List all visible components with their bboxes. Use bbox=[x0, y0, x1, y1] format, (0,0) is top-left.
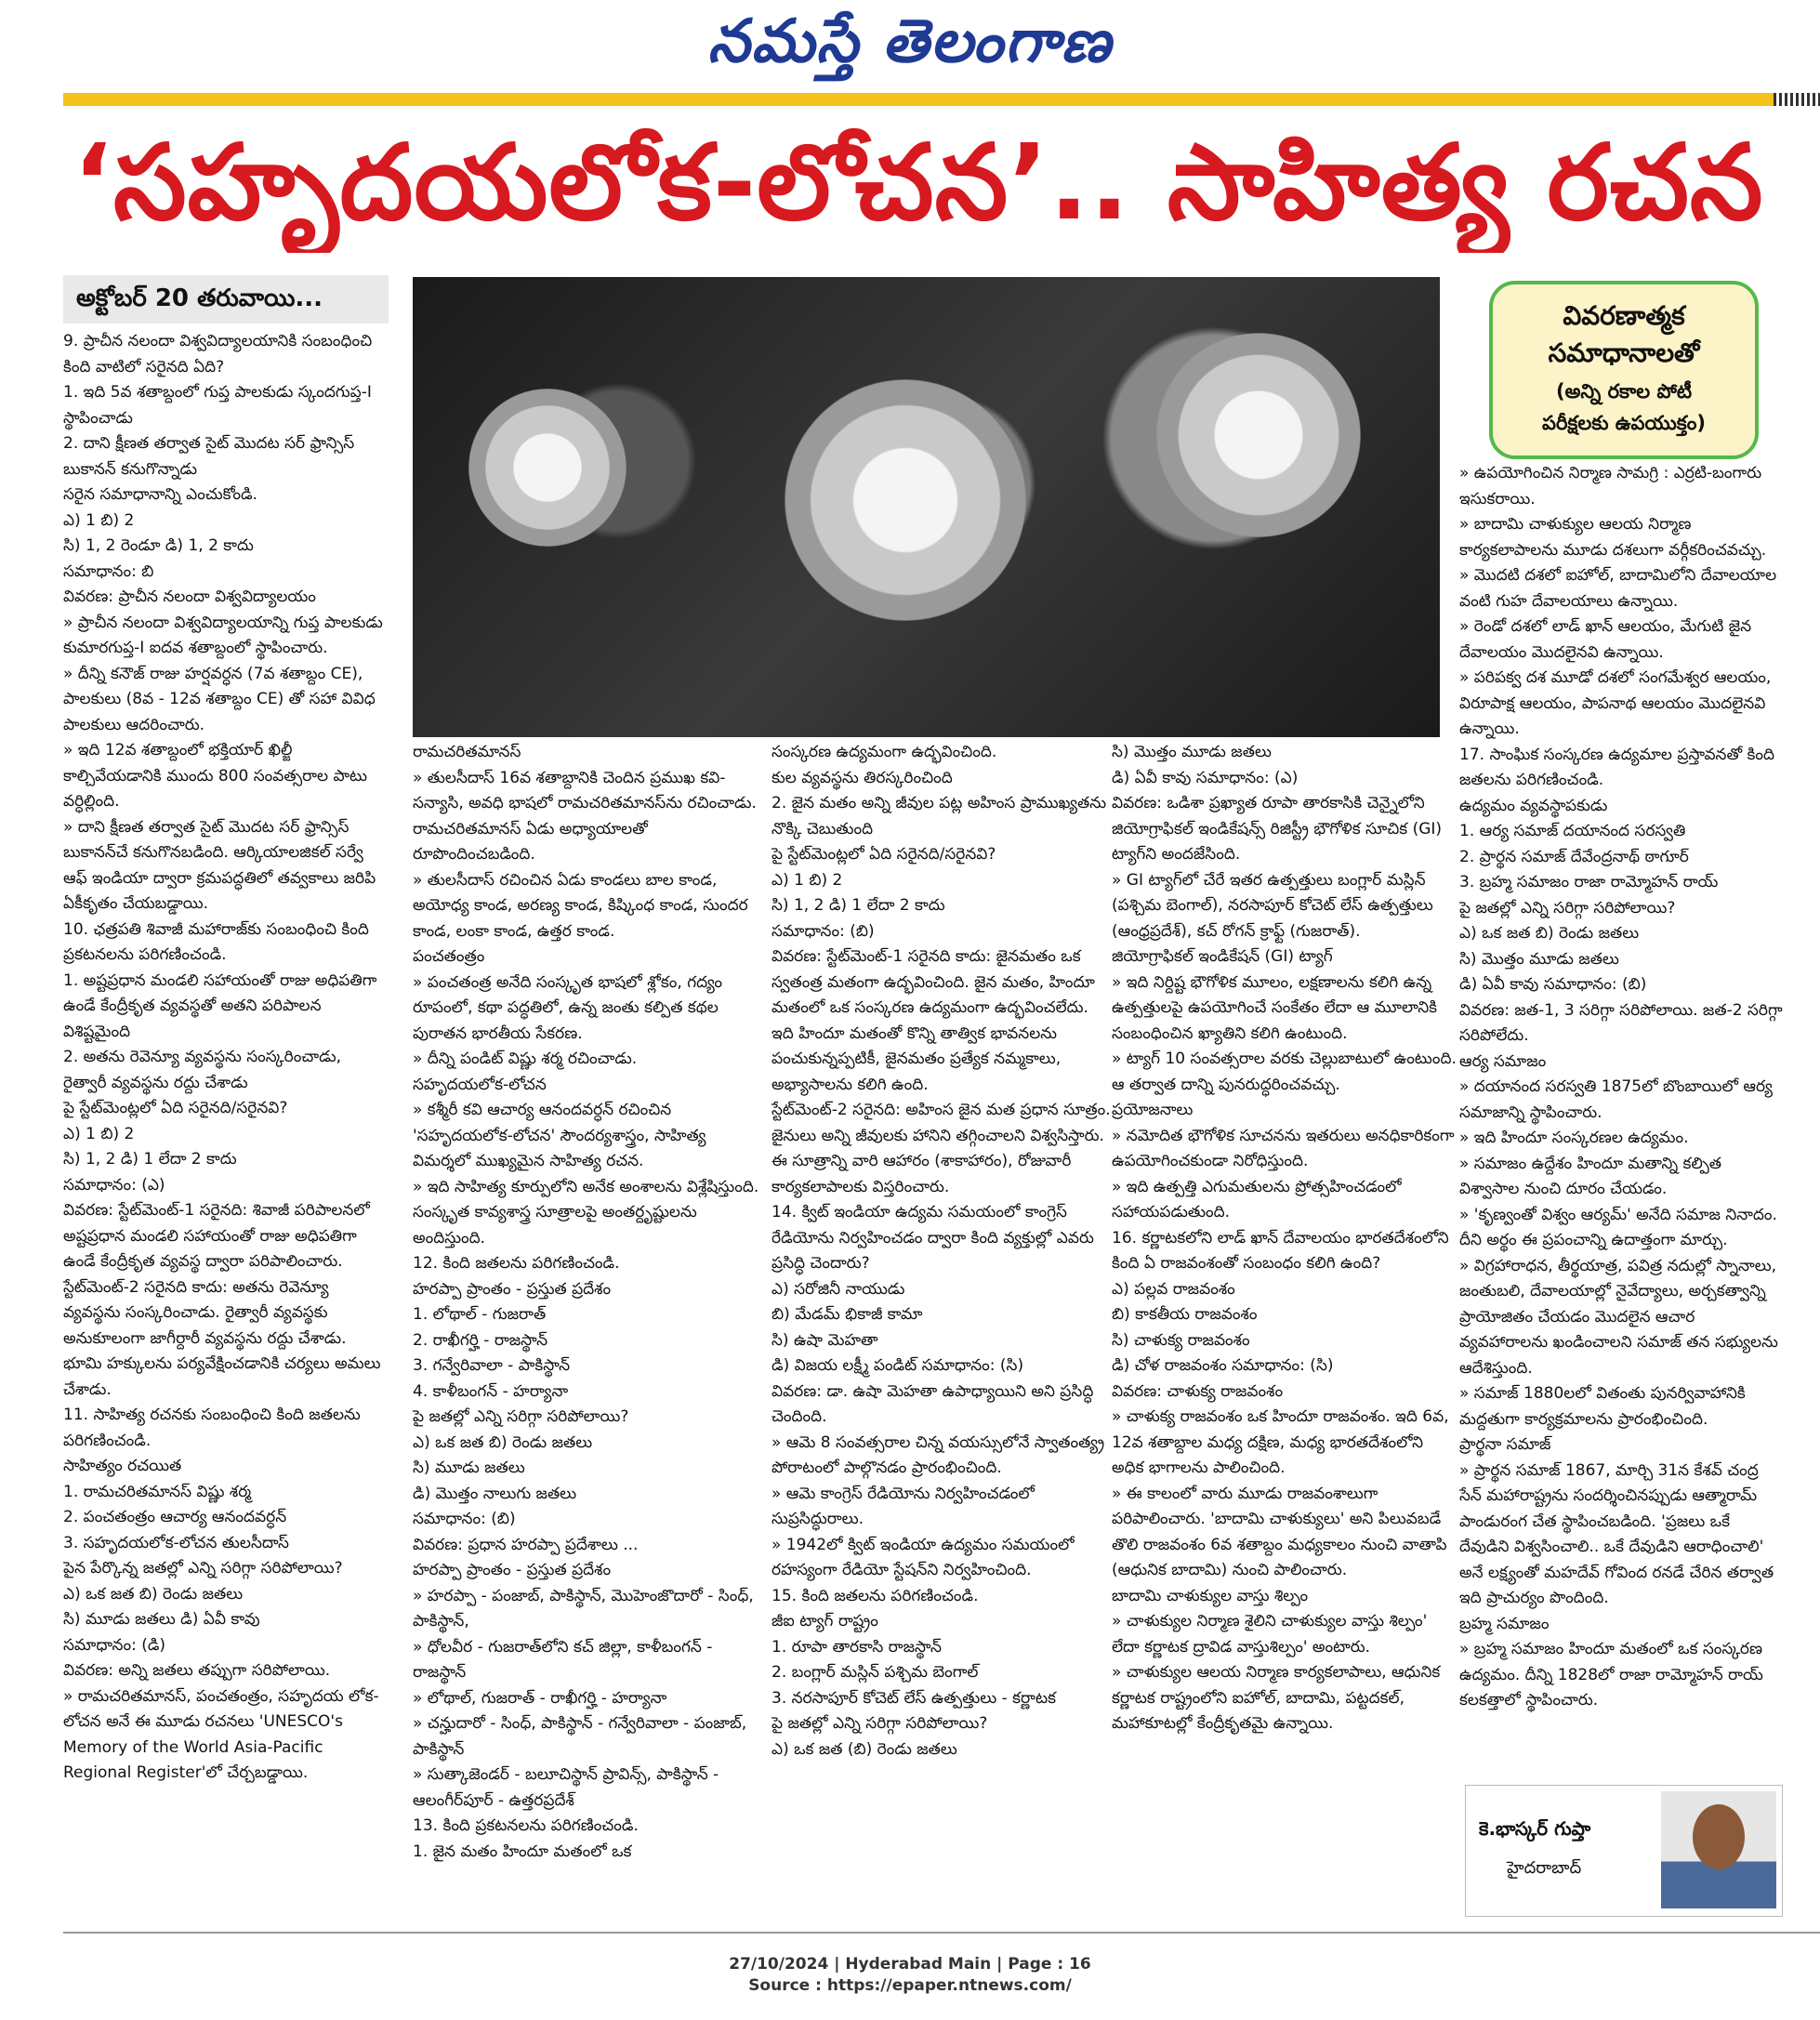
article-paragraph: పైన పేర్కొన్న జతల్లో ఎన్ని సరిగ్గా సరిపోలాయి? bbox=[63, 1559, 343, 1578]
article-paragraph: ఎ) ఒక జత బి) రెండు జతలు bbox=[1459, 924, 1640, 943]
article-paragraph: » 1942లో క్విట్ ఇండియా ఉద్యమం సమయంలో రహస్యంగా రేడియో స్టేషన్‌ని నిర్వహించింది. bbox=[772, 1535, 1075, 1579]
article-paragraph: » కశ్మీరీ కవి ఆచార్య ఆనందవర్ధన్ రచించిన 'సహృదయలోక-లోచన' సౌందర్యశాస్త్రం, సాహిత్య విమర్శలో ముఖ్యమైన సాహిత్య రచన. bbox=[413, 1101, 706, 1170]
footer-date-edition: 27/10/2024 | Hyderabad Main | Page : 16 bbox=[729, 1955, 1091, 1974]
article-paragraph: ఎ) సరోజినీ నాయుడు bbox=[772, 1279, 905, 1299]
article-paragraph: 2. పంచతంత్రం ఆచార్య ఆనందవర్ధన్ bbox=[63, 1508, 287, 1526]
top-color-bar bbox=[63, 93, 1820, 106]
article-paragraph: » చన్హుదారో - సింధ్, పాకిస్థాన్ - గన్వేరివాలా - పంజాబ్, పాకిస్థాన్ bbox=[413, 1714, 747, 1759]
article-paragraph: » లోథాల్, గుజరాత్ - రాఖీగర్హి - హర్యానా bbox=[413, 1688, 667, 1708]
article-paragraph: సి) మూడు జతలు bbox=[413, 1459, 525, 1477]
article-paragraph: ఎ) 1 బి) 2 bbox=[772, 870, 843, 890]
article-paragraph: » విగ్రహారాధన, తీర్థయాత్ర, పవిత్ర నదుల్లో స్నానాలు, జంతుబలి, దేవాలయాల్లో నైవేద్యాలు, అర్చకత్వాన్ని ప్రాయోజితం చేయడం మొదలైన ఆచార వ్యవహారాలను ఖండించాలని సమాజ్ తన సభ్యులను ఆదేశిస్తుంది. bbox=[1459, 1256, 1778, 1378]
article-paragraph: 10. ఛత్రపతి శివాజీ మహారాజ్‌కు సంబంధించి కింది ప్రకటనలను పరిగణించండి. bbox=[63, 919, 369, 964]
article-paragraph: » చాళుక్యుల నిర్మాణ శైలిని చాళుక్యుల వాస్తు శిల్పం' లేదా కర్ణాటక ద్రావిడ వాస్తుశిల్పం' అంటారు. bbox=[1112, 1612, 1428, 1657]
article-paragraph: » ఇది 12వ శతాబ్దంలో భక్తియార్ ఖిల్జీ కాల్చివేయడానికి ముందు 800 సంవత్సరాల పాటు వర్ధిల్లింది. bbox=[63, 741, 368, 811]
article-paragraph: 1. ఆర్య సమాజ్ దయానంద సరస్వతి bbox=[1459, 822, 1686, 840]
article-paragraph: 2. అతను రెవెన్యూ వ్యవస్థను సంస్కరించాడు, రైత్వారీ వ్యవస్థను రద్దు చేశాడు bbox=[63, 1048, 342, 1092]
article-paragraph: ఎ) ఒక జత బి) రెండు జతలు bbox=[413, 1432, 593, 1452]
article-paragraph: కుల వ్యవస్థను తిరస్కరించింది bbox=[772, 768, 953, 787]
article-paragraph: వివరణ: స్టేట్‌మెంట్-1 సరైనది: శివాజీ పరిపాలనలో అష్టప్రధాన మండలి సహాయంతో రాజు అధిపతిగా ఉండే కేంద్రీకృత వ్యవస్థ ద్వారా పరిపాలించారు. bbox=[63, 1201, 370, 1271]
article-paragraph: 17. సాంఘిక సంస్కరణ ఉద్యమాల ప్రస్తావనతో కింది జతలను పరిగణించండి. bbox=[1459, 745, 1774, 789]
article-paragraph: » తులసీదాస్ రచించిన ఏడు కాండలు బాల కాండ, అయోధ్య కాండ, అరణ్య కాండ, కిష్కింధ కాండ, సుందర కాండ, లంకా కాండ, ఉత్తర కాండ. bbox=[413, 870, 748, 941]
article-paragraph: సమాధానం: (డి) bbox=[63, 1635, 166, 1655]
article-paragraph: » చాళుక్య రాజవంశం ఒక హిందూ రాజవంశం. ఇది 6వ, 12వ శతాబ్దాల మధ్య దక్షిణ, మధ్య భారతదేశంలోని అధిక భాగాలను పాలించింది. bbox=[1112, 1407, 1449, 1477]
article-paragraph: » సమాజం ఉద్దేశం హిందూ మతాన్ని కల్పిత విశ్వాసాల నుంచి దూరం చేయడం. bbox=[1459, 1154, 1721, 1198]
article-paragraph: డి) ఏవీ కావు సమాధానం: (ఎ) bbox=[1112, 768, 1299, 787]
article-paragraph: 3. గన్వేరివాలా - పాకిస్థాన్ bbox=[413, 1356, 571, 1375]
article-paragraph: » 'కృణ్వంతో విశ్వం ఆర్యమ్' అనేది సమాజ నినాదం. దీని అర్థం ఈ ప్రపంచాన్ని ఉదాత్తంగా మార్చు. bbox=[1459, 1205, 1777, 1249]
info-box bbox=[1489, 281, 1759, 459]
article-paragraph: బి) కాకతీయ రాజవంశం bbox=[1112, 1305, 1258, 1324]
page-headline: ‘సహృదయలోక-లోచన’.. సాహిత్య రచన bbox=[73, 123, 1764, 244]
article-paragraph: » ఉపయోగించిన నిర్మాణ సామగ్రి : ఎర్రటి-బంగారు ఇసుకరాయి. bbox=[1459, 464, 1762, 508]
article-paragraph: బాదామి చాళుక్యుల వాస్తు శిల్పం bbox=[1112, 1586, 1309, 1605]
article-paragraph: » GI ట్యాగ్‌లో చేరే ఇతర ఉత్పత్తులు బంగ్లార్ మస్లిన్ (పశ్చిమ బెంగాల్), నరసాపూర్ కోచెట్ లేస్ ఉత్పత్తులు (ఆంధ్రప్రదేశ్), కచ్ రోగన్ క్రాఫ్ట్ (గుజరాత్). bbox=[1112, 870, 1433, 941]
column-3 bbox=[772, 740, 1115, 1893]
info-box-line1: వివరణాత్మక bbox=[1563, 300, 1685, 331]
article-paragraph: సమాధానం: (ఎ) bbox=[63, 1175, 165, 1195]
article-paragraph: స్టేట్‌మెంట్-2 సరైనది: అహింస జైన మత ప్రధాన సూత్రం. జైనులు అన్ని జీవులకు హానిని తగ్గించాలని విశ్వసిస్తారు. ఈ సూత్రాన్ని వారి ఆహారం (శాకాహారం), రోజువారీ కార్యకలాపాలకు విస్తరించారు. bbox=[772, 1101, 1111, 1196]
article-paragraph: » బ్రహ్మ సమాజం హిందూ మతంలో ఒక సంస్కరణ ఉద్యమం. దీన్ని 1828లో రాజా రామ్మోహన్ రాయ్ కలకత్తాలో స్థాపించారు. bbox=[1459, 1640, 1763, 1710]
pendant-right bbox=[1156, 333, 1361, 537]
info-box-line2: సమాధానాలతో bbox=[1548, 337, 1700, 368]
article-paragraph: సి) మొత్తం మూడు జతలు bbox=[1112, 743, 1272, 761]
article-paragraph: » బాదామి చాళుక్యుల ఆలయ నిర్మాణ కార్యకలాపాలను మూడు దశలుగా వర్గీకరించవచ్చు. bbox=[1459, 515, 1767, 560]
article-paragraph: డి) విజయ లక్ష్మీ పండిట్ సమాధానం: (సి) bbox=[772, 1356, 1024, 1375]
article-paragraph: » రామచరితమానస్, పంచతంత్రం, సహృదయ లోక-లోచన అనే ఈ మూడు రచనలు 'UNESCO's Memory of the World Asia-Pacific Regional Register'లో చేర్చబడ్డాయి. bbox=[63, 1686, 379, 1782]
article-paragraph: » దాని క్షీణత తర్వాత సైట్ మొదట సర్ ఫ్రాన్సిస్ బుకానన్‌చే కనుగొనబడింది. ఆర్కియాలజికల్ సర్వే ఆఫ్ ఇండియా ద్వారా క్రమపద్ధతిలో తవ్వకాలు జరిపి ఏకీకృతం చేయబడ్డాయి. bbox=[63, 817, 376, 913]
article-paragraph: » ఇది హిందూ సంస్కరణల ఉద్యమం. bbox=[1459, 1129, 1689, 1147]
article-paragraph: ఎ) 1 బి) 2 bbox=[63, 1124, 135, 1143]
article-paragraph: పై స్టేట్‌మెంట్లలో ఏది సరైనది/సరైనవి? bbox=[63, 1099, 288, 1117]
top-dot-pattern bbox=[1774, 93, 1820, 106]
article-paragraph: » ప్రార్థన సమాజ్ 1867, మార్చి 31న కేశవ్ చంద్ర సేన్ మహారాష్ట్రను సందర్శించినప్పుడు ఆత్మారామ్ పాండురంగ చేత స్థాపించబడింది. 'ప్రజలు ఒకే దేవుడిని విశ్వసించాలి.. ఒకే దేవుడిని ఆరాధించాలి' అనే లక్ష్యంతో మహదేవ్ గోవింద రనడే చేరిన తర్వాత ఇది ప్రాచుర్యం పొందింది. bbox=[1459, 1460, 1774, 1607]
article-paragraph: వివరణ: డా. ఉషా మెహతా ఉపాధ్యాయిని అని ప్రసిద్ధి చెందింది. bbox=[772, 1381, 1094, 1426]
article-paragraph: డి) చోళ రాజవంశం సమాధానం: (సి) bbox=[1112, 1356, 1334, 1375]
article-paragraph: సంస్కరణ ఉద్యమంగా ఉద్భవించింది. bbox=[772, 743, 997, 761]
article-paragraph: 3. నరసాపూర్ కోచెట్ లేస్ ఉత్పత్తులు - కర్ణాటక bbox=[772, 1688, 1056, 1708]
article-paragraph: సమాధానం: బి bbox=[63, 561, 154, 581]
article-paragraph: 11. సాహిత్య రచనకు సంబంధించి కింది జతలను పరిగణించండి. bbox=[63, 1406, 361, 1450]
article-paragraph: వివరణ: చాళుక్య రాజవంశం bbox=[1112, 1381, 1284, 1401]
article-paragraph: » ఆమె కాంగ్రెస్ రేడియోను నిర్వహించడంలో సుప్రసిద్ధురాలు. bbox=[772, 1484, 1035, 1528]
article-paragraph: బి) మేడమ్ భికాజీ కామా bbox=[772, 1305, 923, 1324]
article-paragraph: వివరణ: అన్ని జతలు తప్పుగా సరిపోలాయి. bbox=[63, 1661, 331, 1680]
column-5 bbox=[1459, 461, 1783, 1781]
article-paragraph: 1. జైన మతం హిందూ మతంలో ఒక bbox=[413, 1842, 632, 1861]
article-paragraph: సమాధానం: (బి) bbox=[772, 921, 875, 941]
article-paragraph: పై జతల్లో ఎన్ని సరిగ్గా సరిపోలాయి? bbox=[1459, 898, 1676, 918]
article-paragraph: వివరణ: ప్రాచీన నలందా విశ్వవిద్యాలయం bbox=[63, 588, 316, 606]
article-paragraph: స్టేట్‌మెంట్-2 సరైనది కాదు: అతను రెవెన్యూ వ్యవస్థను సంస్కరించాడు. రైత్వారీ వ్యవస్థకు అనుకూలంగా జాగీర్దారీ వ్యవస్థను రద్దు చేశాడు. భూమి హక్కులను పర్యవేక్షించడానికి చర్యలు అమలు చేశాడు. bbox=[63, 1277, 381, 1399]
article-paragraph: » పంచతంత్ర అనేది సంస్కృత భాషలో శ్లోకం, గద్యం రూపంలో, కథా పద్ధతిలో, ఉన్న జంతు కల్పిత కథల పురాతన భారతీయ సేకరణ. bbox=[413, 972, 723, 1043]
article-paragraph: » ప్రాచీన నలందా విశ్వవిద్యాలయాన్ని గుప్త పాలకుడు కుమారగుప్త-I ఐదవ శతాబ్దంలో స్థాపించారు. bbox=[63, 613, 383, 657]
article-paragraph: » దయానంద సరస్వతి 1875లో బొంబాయిలో ఆర్య సమాజాన్ని స్థాపించారు. bbox=[1459, 1077, 1773, 1122]
article-paragraph: 16. కర్ణాటకలోని లాడ్ ఖాన్ దేవాలయం భారతదేశంలోని కింది ఏ రాజవంశంతో సంబంధం కలిగి ఉంది? bbox=[1112, 1228, 1449, 1273]
article-paragraph: 1. ఇది 5వ శతాబ్దంలో గుప్త పాలకుడు స్కందగుప్త-I స్థాపించాడు bbox=[63, 383, 372, 428]
article-paragraph: ఎ) ఒక జత బి) రెండు జతలు bbox=[63, 1584, 244, 1604]
article-paragraph: » పరిపక్వ దశ మూడో దశలో సంగమేశ్వర ఆలయం, విరూపాక్ష ఆలయం, పాపనాథ ఆలయం మొదలైనవి ఉన్నాయి. bbox=[1459, 668, 1772, 738]
article-paragraph: జియోగ్రాఫికల్ ఇండికేషన్ (GI) ట్యాగ్ bbox=[1112, 947, 1333, 966]
article-paragraph: సి) 1, 2 డి) 1 లేదా 2 కాదు bbox=[772, 896, 945, 915]
article-paragraph: » ఆమె 8 సంవత్సరాల చిన్న వయస్సులోనే స్వాతంత్య్ర పోరాటంలో పాల్గొనడం ప్రారంభించింది. bbox=[772, 1432, 1105, 1477]
article-paragraph: 15. కింది జతలను పరిగణించండి. bbox=[772, 1586, 979, 1605]
article-paragraph: » సుత్కాజెండర్ - బలూచిస్థాన్ ప్రావిన్స్, పాకిస్థాన్ - ఆలంగీర్‌పూర్ - ఉత్తరప్రదేశ్ bbox=[413, 1765, 719, 1810]
pendant-center bbox=[785, 379, 1026, 621]
article-paragraph: 1. రామచరితమానస్ విష్ణు శర్మ bbox=[63, 1482, 252, 1501]
article-paragraph: ఆర్య సమాజం bbox=[1459, 1051, 1547, 1071]
bottom-rule bbox=[63, 1932, 1820, 1934]
article-paragraph: 2. బంగ్లార్ మస్లిన్ పశ్చిమ బెంగాల్ bbox=[772, 1663, 979, 1682]
article-paragraph: 3. సహృదయలోక-లోచన తులసీదాస్ bbox=[63, 1533, 289, 1552]
article-paragraph: పై జతల్లో ఎన్ని సరిగ్గా సరిపోలాయి? bbox=[413, 1407, 629, 1426]
earring-left bbox=[468, 389, 626, 547]
column-2-text bbox=[413, 740, 764, 1865]
author-face bbox=[1693, 1804, 1745, 1869]
article-paragraph: 1. రూపా తారకాసి రాజస్థాన్ bbox=[772, 1637, 942, 1657]
article-paragraph: 13. కింది ప్రకటనలను పరిగణించండి. bbox=[413, 1816, 639, 1835]
article-paragraph: వివరణ: స్టేట్‌మెంట్-1 సరైనది కాదు: జైనమతం ఒక స్వతంత్ర మతంగా ఉద్భవించింది. జైన మతం, హిందూ మతంలో ఒక సంస్కరణ ఉద్యమంగా ఉద్భవించలేదు. ఇది హిందూ మతంతో కొన్ని తాత్విక భావనలను పంచుకున్నప్పటికీ, జైనమతం ప్రత్యేక నమ్మకాలు, అభ్యాసాలను కలిగి ఉంది. bbox=[772, 947, 1095, 1094]
info-box-line3: (అన్ని రకాల పోటీ bbox=[1555, 380, 1693, 403]
article-paragraph: సి) ఉషా మెహతా bbox=[772, 1330, 878, 1350]
article-paragraph: సి) చాళుక్య రాజవంశం bbox=[1112, 1330, 1250, 1350]
article-paragraph: సి) మూడు జతలు డి) ఏవీ కావు bbox=[63, 1610, 260, 1629]
jewellery-photo bbox=[413, 277, 1440, 737]
article-paragraph: » చాళుక్యుల ఆలయ నిర్మాణ కార్యకలాపాలు, ఆధునిక కర్ణాటక రాష్ట్రంలోని ఐహోల్, బాదామి, పట్టదకల్, మహాకూటల్లో కేంద్రీకృతమై ఉన్నాయి. bbox=[1112, 1663, 1441, 1733]
article-paragraph: 9. ప్రాచీన నలందా విశ్వవిద్యాలయానికి సంబంధించి కింది వాటిలో సరైనది ఏది? bbox=[63, 332, 373, 376]
article-paragraph: హరప్పా ప్రాంతం - ప్రస్తుత ప్రదేశం bbox=[413, 1279, 612, 1299]
article-paragraph: సి) 1, 2 డి) 1 లేదా 2 కాదు bbox=[63, 1150, 237, 1168]
article-paragraph: » ఇది సాహిత్య కూర్పులోని అనేక అంశాలను విశ్లేషిస్తుంది. సంస్కృత కావ్యశాస్త్ర సూత్రాలపై అంతర్దృష్టులను అందిస్తుంది. bbox=[413, 1177, 759, 1248]
article-paragraph: » దీన్ని కనౌజ్ రాజు హర్షవర్ధన (7వ శతాబ్దం CE), పాలకులు (8వ - 12వ శతాబ్దం CE) తో సహా వివిధ పాలకులు ఆదరించారు. bbox=[63, 664, 376, 734]
article-paragraph: » ధోలవీర - గుజరాత్‌లోని కచ్ జిల్లా, కాళీబంగన్ - రాజస్థాన్ bbox=[413, 1637, 713, 1682]
masthead bbox=[0, 0, 1820, 93]
author-photo bbox=[1661, 1791, 1776, 1908]
article-paragraph: ఎ) పల్లవ రాజవంశం bbox=[1112, 1279, 1235, 1299]
article-paragraph: 1. అష్టప్రధాన మండలి సహాయంతో రాజు అధిపతిగా ఉండే కేంద్రీకృత వ్యవస్థతో అతని పరిపాలన విశిష్టమైంది bbox=[63, 970, 377, 1041]
column-1 bbox=[63, 275, 389, 1893]
section-tag: అక్టోబర్ 20 తరువాయి... bbox=[63, 275, 389, 323]
info-box-line4: పరీక్షలకు ఉపయుక్తం) bbox=[1542, 412, 1706, 434]
article-paragraph: సమాధానం: (బి) bbox=[413, 1510, 516, 1528]
article-paragraph: 2. రాఖీగర్హి - రాజస్థాన్ bbox=[413, 1330, 548, 1350]
author-box bbox=[1465, 1785, 1783, 1917]
article-paragraph: వివరణ: ప్రధాన హరప్పా ప్రదేశాలు ... bbox=[413, 1535, 639, 1554]
article-paragraph: 2. దాని క్షీణత తర్వాత సైట్ మొదట సర్ ఫ్రాన్సిస్ బుకానన్ కనుగొన్నాడు bbox=[63, 434, 355, 479]
article-paragraph: » హరప్పా - పంజాబ్, పాకిస్థాన్, మొహెంజొదారో - సింధ్, పాకిస్థాన్, bbox=[413, 1586, 754, 1631]
column-1-text bbox=[63, 329, 389, 1787]
article-paragraph: సి) మొత్తం మూడు జతలు bbox=[1459, 949, 1619, 969]
author-name: కె.భాస్కర్ గుప్తా bbox=[1479, 1817, 1591, 1840]
article-paragraph: » దీన్ని పండిట్ విష్ణు శర్మ రచించాడు. bbox=[413, 1050, 638, 1068]
article-paragraph: » ఈ కాలంలో వారు మూడు రాజవంశాలుగా పరిపాలించారు. 'బాదామి చాళుక్యులు' అని పిలువబడే తొలి రాజవంశం 6వ శతాబ్దం మధ్యకాలం నుంచి వాతాపి (ఆధునిక బాదామి) నుంచి పాలించారు. bbox=[1112, 1484, 1447, 1579]
article-paragraph: » నమోదిత భౌగోళిక సూచనను ఇతరులు అనధికారికంగా ఉపయోగించకుండా నిరోధిస్తుంది. bbox=[1112, 1126, 1455, 1170]
article-paragraph: సహృదయలోక-లోచన bbox=[413, 1075, 547, 1094]
article-paragraph: 14. క్విట్ ఇండియా ఉద్యమ సమయంలో కాంగ్రెస్ రేడియోను నిర్వహించడం ద్వారా కింది వ్యక్తుల్లో ఎవరు ప్రసిద్ధి చెందారు? bbox=[772, 1203, 1094, 1273]
article-paragraph: పై స్టేట్‌మెంట్లలో ఏది సరైనది/సరైనవి? bbox=[772, 845, 996, 864]
article-paragraph: » ట్యాగ్ 10 సంవత్సరాల వరకు చెల్లుబాటులో ఉంటుంది. ఆ తర్వాత దాన్ని పునరుద్ధరించవచ్చు. bbox=[1112, 1050, 1457, 1094]
column-3-text bbox=[772, 740, 1115, 1763]
newspaper-logo: నమస్తే తెలంగాణ bbox=[707, 7, 1113, 76]
article-paragraph: » ఇది నిర్దిష్ట భౌగోళిక మూలం, లక్షణాలను కలిగి ఉన్న ఉత్పత్తులపై ఉపయోగించే సంకేతం లేదా ఆ మూలానికి సంబంధించిన ఖ్యాతిని కలిగి ఉంటుంది. bbox=[1112, 972, 1438, 1043]
article-paragraph: వివరణ: జత-1, 3 సరిగ్గా సరిపోలాయి. జత-2 సరిగ్గా సరిపోలేదు. bbox=[1459, 1000, 1783, 1045]
article-paragraph: రామచరితమానస్ bbox=[413, 743, 521, 761]
article-paragraph: జీఐ ట్యాగ్ రాష్ట్రం bbox=[772, 1612, 878, 1631]
column-2 bbox=[413, 740, 764, 1893]
article-paragraph: 3. బ్రహ్మ సమాజం రాజా రామ్మోహన్ రాయ్ bbox=[1459, 873, 1719, 891]
article-paragraph: 2. ప్రార్థన సమాజ్ దేవేంద్రనాథ్ ఠాగూర్ bbox=[1459, 847, 1689, 866]
article-paragraph: » సమాజ్ 1880లలో వితంతు పునర్వివాహానికి మద్దతుగా కార్యక్రమాలను ప్రారంభించింది. bbox=[1459, 1384, 1746, 1429]
article-paragraph: ప్రయోజనాలు bbox=[1112, 1101, 1194, 1119]
article-paragraph: సి) 1, 2 రెండూ డి) 1, 2 కాదు bbox=[63, 536, 254, 555]
footer-source: Source : https://epaper.ntnews.com/ bbox=[748, 1976, 1072, 1995]
article-paragraph: ఎ) ఒక జత (బి) రెండు జతలు bbox=[772, 1739, 957, 1759]
article-paragraph: » తులసీదాస్ 16వ శతాబ్దానికి చెందిన ప్రముఖ కవి-సన్యాసి, అవధి భాషలో రామచరితమానస్‌ను రచించాడు. రామచరితమానస్ ఏడు అధ్యాయాలతో రూపొందించబడింది. bbox=[413, 768, 757, 864]
article-paragraph: సాహిత్యం రచయిత bbox=[63, 1457, 182, 1475]
article-paragraph: » మొదటి దశలో ఐహోల్, బాదామిలోని దేవాలయాల వంటి గుహ దేవాలయాలు ఉన్నాయి. bbox=[1459, 566, 1777, 611]
column-5-text bbox=[1459, 461, 1783, 1714]
article-paragraph: 4. కాళీబంగన్ - హర్యానా bbox=[413, 1381, 569, 1401]
article-paragraph: ప్రార్థనా సమాజ్ bbox=[1459, 1435, 1551, 1454]
article-paragraph: డి) ఏవీ కావు సమాధానం: (బి) bbox=[1459, 975, 1647, 994]
article-paragraph: 1. లోథాల్ - గుజరాత్ bbox=[413, 1305, 547, 1324]
article-paragraph: 12. కింది జతలను పరిగణించండి. bbox=[413, 1254, 620, 1273]
article-paragraph: » ఇది ఉత్పత్తి ఎగుమతులను ప్రోత్సహించడంలో సహాయపడుతుంది. bbox=[1112, 1177, 1402, 1221]
column-4 bbox=[1112, 740, 1457, 1893]
article-paragraph: 2. జైన మతం అన్ని జీవుల పట్ల అహింస ప్రాముఖ్యతను నొక్కి చెబుతుంది bbox=[772, 794, 1107, 838]
author-city: హైదరాబాద్ bbox=[1507, 1858, 1582, 1878]
article-paragraph: పై జతల్లో ఎన్ని సరిగ్గా సరిపోలాయి? bbox=[772, 1714, 988, 1733]
article-paragraph: సరైన సమాధానాన్ని ఎంచుకోండి. bbox=[63, 485, 257, 504]
article-paragraph: పంచతంత్రం bbox=[413, 947, 485, 966]
column-4-text bbox=[1112, 740, 1457, 1737]
article-paragraph: ఉద్యమం వ్యవస్థాపకుడు bbox=[1459, 796, 1608, 815]
article-paragraph: » రెండో దశలో లాడ్ ఖాన్ ఆలయం, మేగుటి జైన దేవాలయం మొదలైనవి ఉన్నాయి. bbox=[1459, 617, 1752, 662]
article-paragraph: వివరణ: ఒడిశా ప్రఖ్యాత రూపా తారకాసికి చెన్నైలోని జియోగ్రాఫికల్ ఇండికేషన్స్ రిజిస్ట్రీ భౌగోళిక సూచిక (GI) ట్యాగ్‌ని అందజేసింది. bbox=[1112, 794, 1443, 864]
article-paragraph: బ్రహ్మ సమాజం bbox=[1459, 1614, 1550, 1633]
article-paragraph: ఎ) 1 బి) 2 bbox=[63, 510, 135, 530]
article-paragraph: డి) మొత్తం నాలుగు జతలు bbox=[413, 1484, 577, 1503]
article-paragraph: హరప్పా ప్రాంతం - ప్రస్తుత ప్రదేశం bbox=[413, 1561, 612, 1579]
